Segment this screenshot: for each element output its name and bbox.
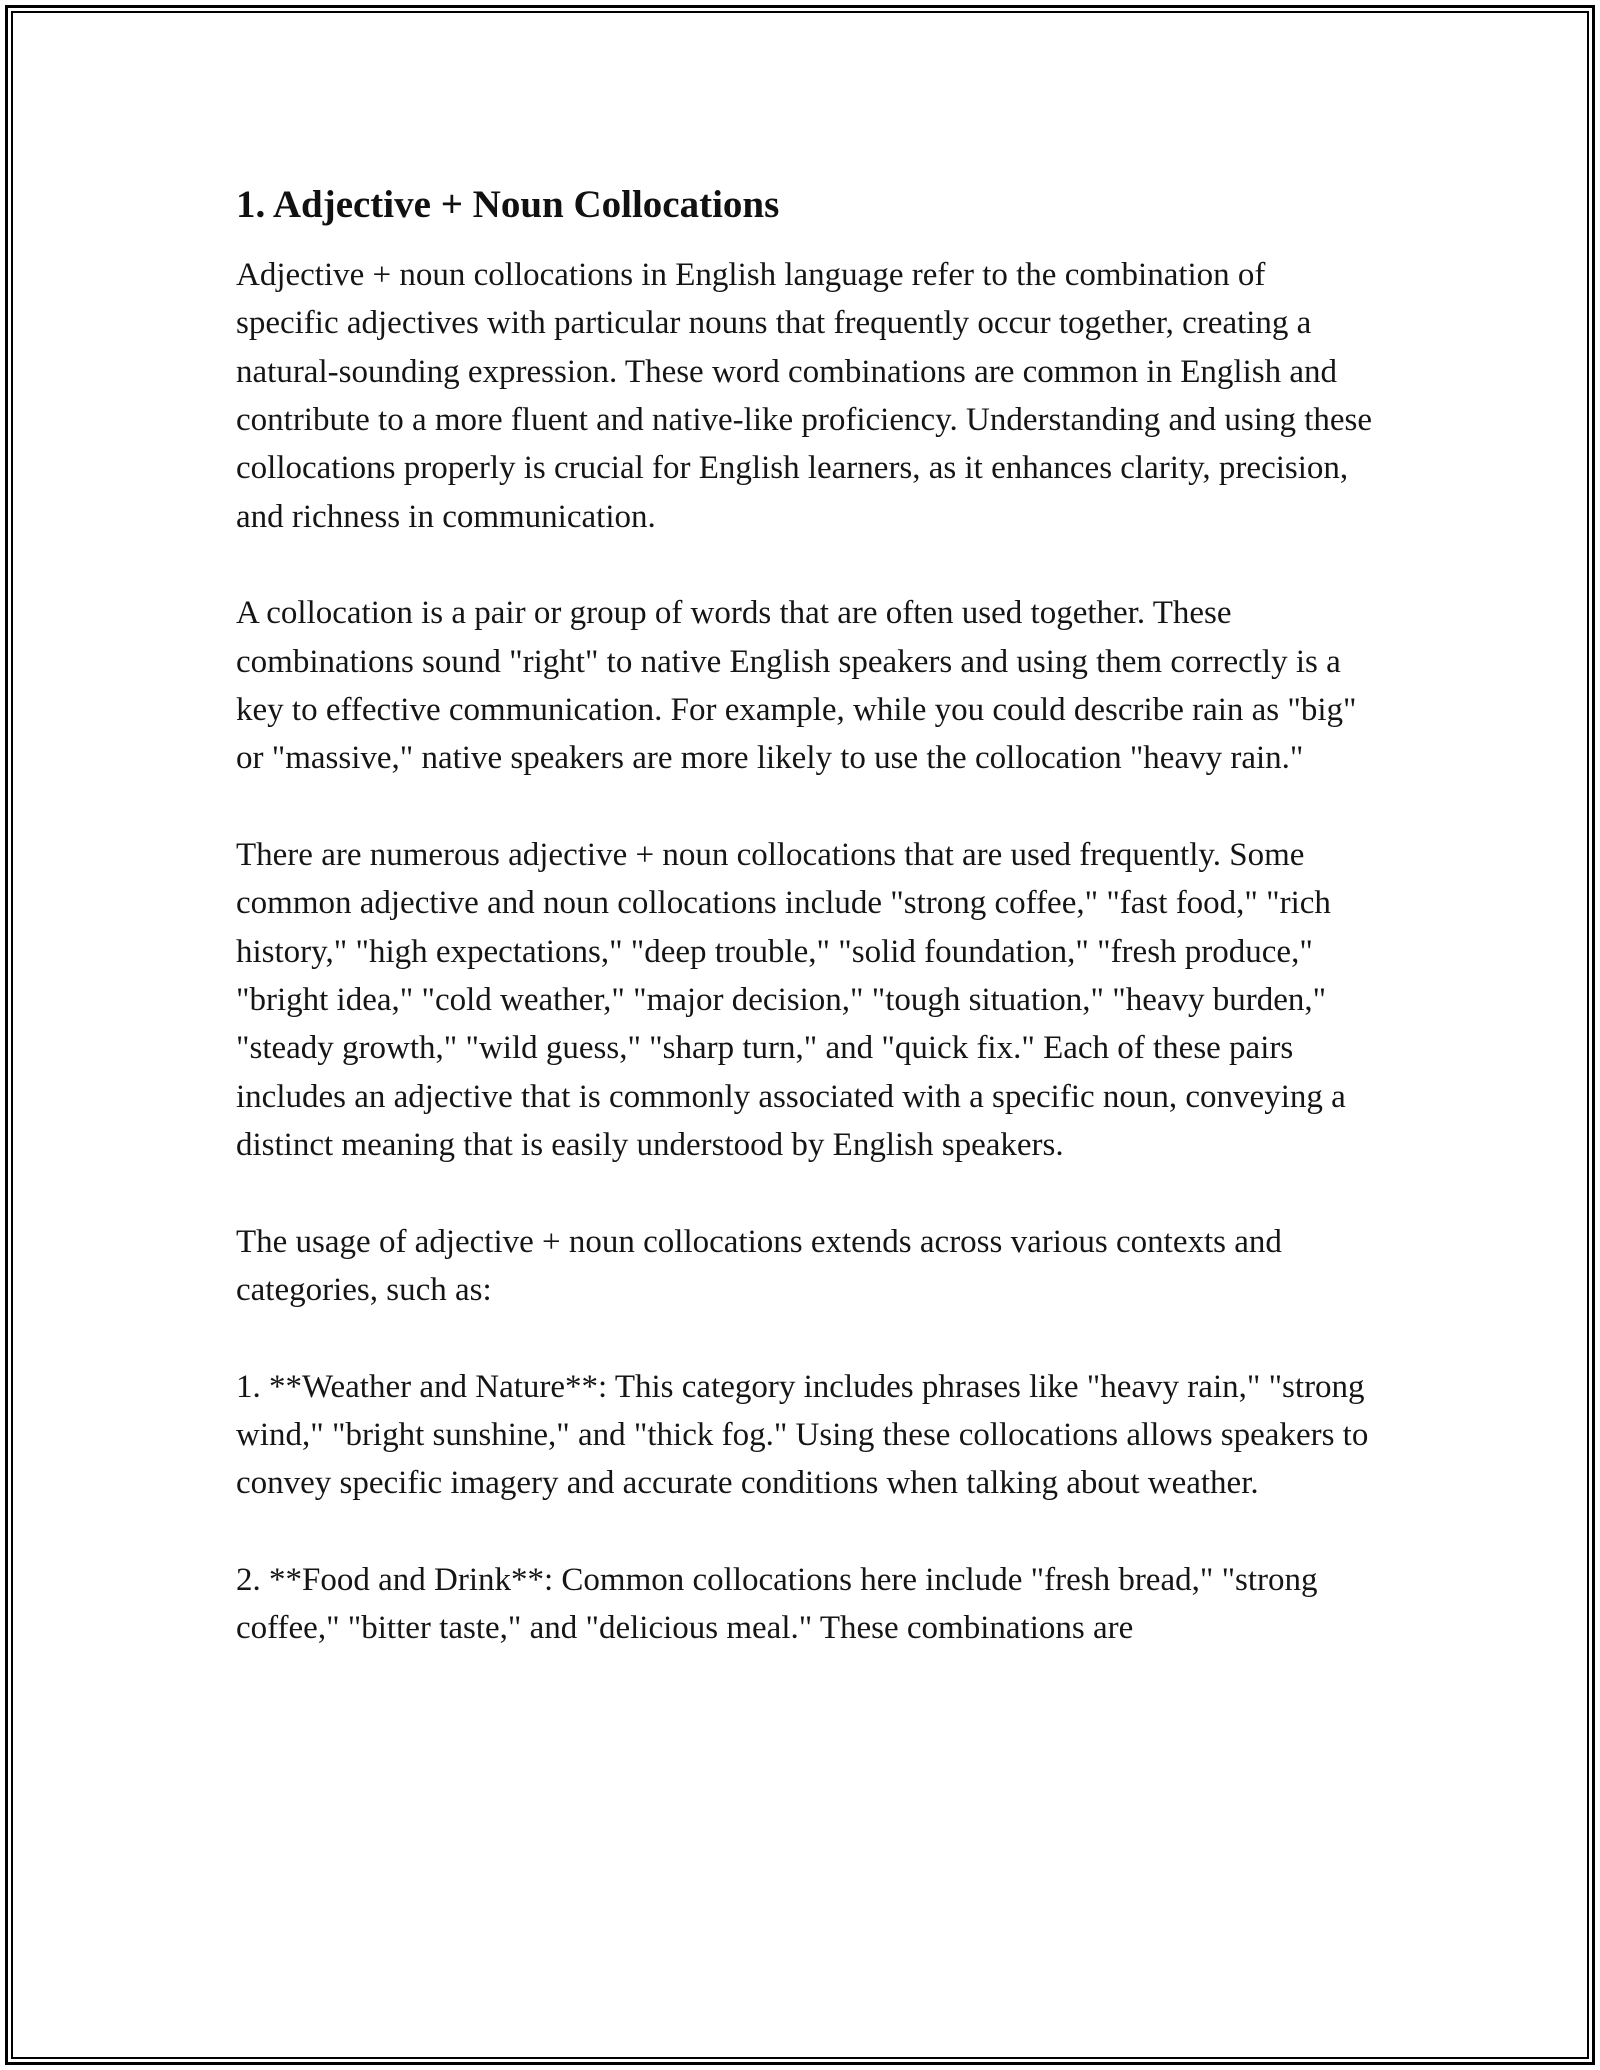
document-body <box>236 182 1376 1653</box>
paragraph-common-examples: There are numerous adjective + noun collocations that are used frequently. Some common adjective and noun collocations include "strong coffee," "fast food," "rich history," "high expectations," "deep trouble," "solid foundation," "fresh produce," "bright idea," "cold weather," "major decision," "tough situation," "heavy burden," "steady growth," "wild guess," "sharp turn," and "quick fix." Each of these pairs includes an adjective that is commonly associated with a specific noun, conveying a distinct meaning that is easily understood by English speakers. <box>236 836 1346 1164</box>
section-heading: 1. Adjective + Noun Collocations <box>236 183 780 226</box>
list-item-weather-nature: 1. **Weather and Nature**: This category includes phrases like "heavy rain," "strong wind," "bright sunshine," and "thick fog." Using these collocations allows speakers to convey specific imagery and accurate conditions when talking about weather. <box>236 1368 1369 1502</box>
paragraph-definition: Adjective + noun collocations in English language refer to the combination of specific adjectives with particular nouns that frequently occur together, creating a natural-sounding expression. These word combinations are common in English and contribute to a more fluent and native-like proficiency. Understanding and using these collocations properly is crucial for English learners, as it enhances clarity, precision, and richness in communication. <box>236 256 1373 535</box>
list-item-food-drink: 2. **Food and Drink**: Common collocations here include "fresh bread," "strong coffee," "bitter taste," and "delicious meal." These combinations are <box>236 1561 1318 1647</box>
paragraph-collocation-explained: A collocation is a pair or group of words that are often used together. These combinations sound "right" to native English speakers and using them correctly is a key to effective communication. For example, while you could describe rain as "big" or "massive," native speakers are more likely to use the collocation "heavy rain." <box>236 595 1357 777</box>
paragraph-usage-intro: The usage of adjective + noun collocations extends across various contexts and categories, such as: <box>236 1223 1282 1309</box>
